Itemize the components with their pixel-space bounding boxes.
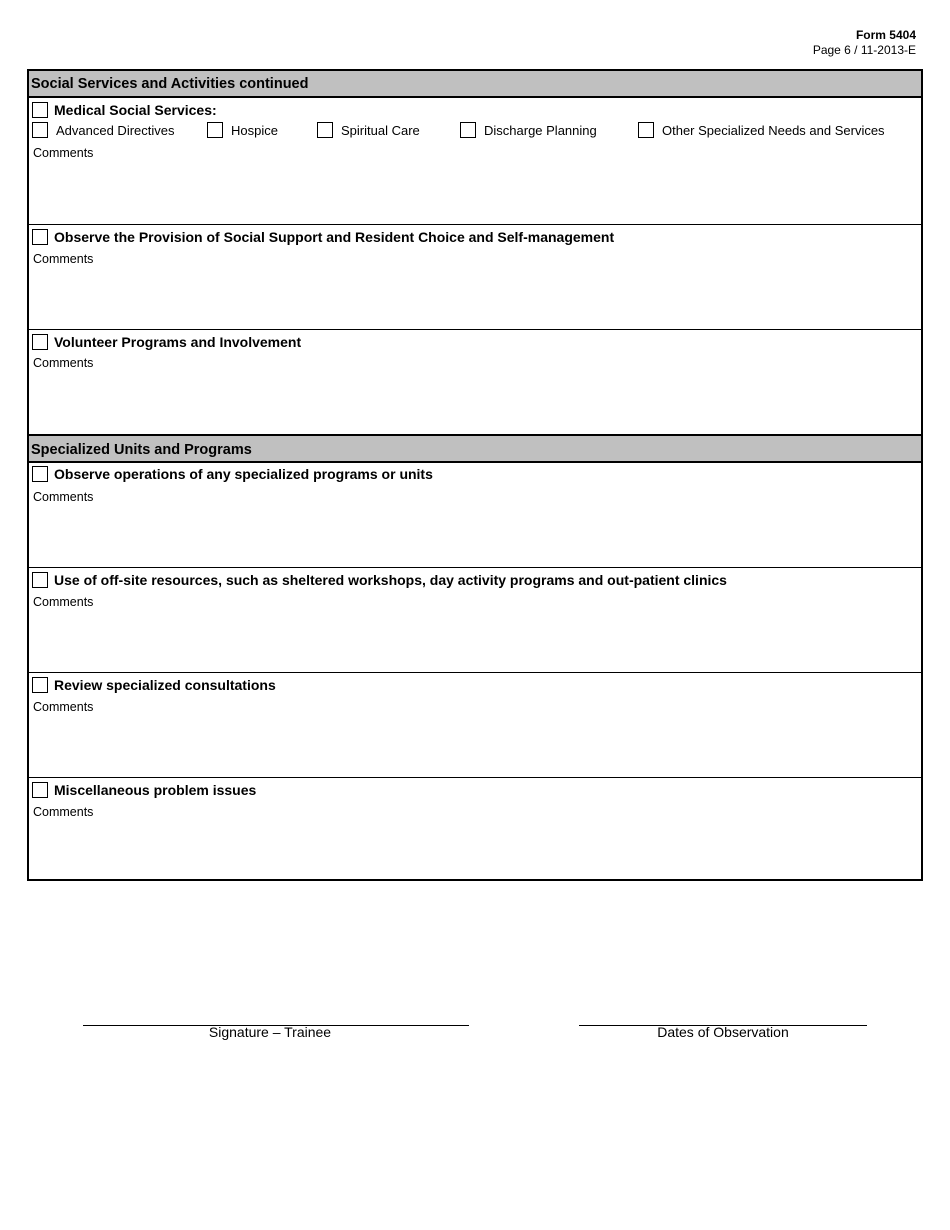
checkbox-medical-social-services[interactable] bbox=[32, 102, 48, 118]
option-label-spiritual-care: Spiritual Care bbox=[341, 122, 420, 138]
page-info: Page 6 / 11-2013-E bbox=[812, 43, 916, 57]
row-off-site-resources bbox=[29, 567, 921, 672]
checkbox-other-specialized-needs[interactable] bbox=[638, 122, 654, 138]
item-label: Volunteer Programs and Involvement bbox=[54, 334, 302, 350]
item-label: Medical Social Services: bbox=[54, 102, 217, 118]
checkbox-discharge-planning[interactable] bbox=[460, 122, 476, 138]
comments-label: Comments bbox=[33, 252, 94, 266]
comments-label: Comments bbox=[33, 490, 94, 504]
row-volunteer-programs bbox=[29, 329, 921, 434]
comments-label: Comments bbox=[33, 805, 94, 819]
form-number: Form 5404 bbox=[855, 28, 916, 42]
item-label: Observe operations of any specialized programs or units bbox=[54, 466, 433, 482]
section-header-social-services: Social Services and Activities continued bbox=[29, 71, 921, 98]
checkbox-miscellaneous[interactable] bbox=[32, 782, 48, 798]
option-label-other-specialized-needs: Other Specialized Needs and Services bbox=[662, 122, 885, 138]
item-label: Review specialized consultations bbox=[54, 677, 276, 693]
option-label-hospice: Hospice bbox=[231, 122, 278, 138]
checkbox-hospice[interactable] bbox=[207, 122, 223, 138]
signature-trainee-label: Signature – Trainee bbox=[208, 1024, 332, 1040]
form-table bbox=[27, 69, 923, 881]
checkbox-advanced-directives[interactable] bbox=[32, 122, 48, 138]
comments-label: Comments bbox=[33, 146, 94, 160]
item-label: Observe the Provision of Social Support and Resident Choice and Self-management bbox=[54, 229, 615, 245]
checkbox-social-support[interactable] bbox=[32, 229, 48, 245]
option-label-advanced-directives: Advanced Directives bbox=[56, 122, 175, 138]
option-label-discharge-planning: Discharge Planning bbox=[484, 122, 597, 138]
medical-options bbox=[32, 122, 912, 140]
checkbox-specialized-consultations[interactable] bbox=[32, 677, 48, 693]
section-header-specialized-units: Specialized Units and Programs bbox=[29, 434, 921, 463]
comments-label: Comments bbox=[33, 700, 94, 714]
form-header bbox=[813, 28, 916, 58]
checkbox-volunteer-programs[interactable] bbox=[32, 334, 48, 350]
checkbox-spiritual-care[interactable] bbox=[317, 122, 333, 138]
checkbox-off-site-resources[interactable] bbox=[32, 572, 48, 588]
comments-label: Comments bbox=[33, 595, 94, 609]
row-specialized-operations bbox=[29, 463, 921, 567]
item-label: Miscellaneous problem issues bbox=[54, 782, 257, 798]
row-medical-social-services bbox=[29, 98, 921, 224]
row-social-support bbox=[29, 224, 921, 329]
dates-of-observation-label: Dates of Observation bbox=[657, 1024, 789, 1040]
item-label: Use of off-site resources, such as sheltered workshops, day activity programs and out-patient clinics bbox=[54, 572, 727, 588]
row-miscellaneous bbox=[29, 777, 921, 879]
checkbox-specialized-operations[interactable] bbox=[32, 466, 48, 482]
row-specialized-consultations bbox=[29, 672, 921, 777]
comments-label: Comments bbox=[33, 356, 94, 370]
